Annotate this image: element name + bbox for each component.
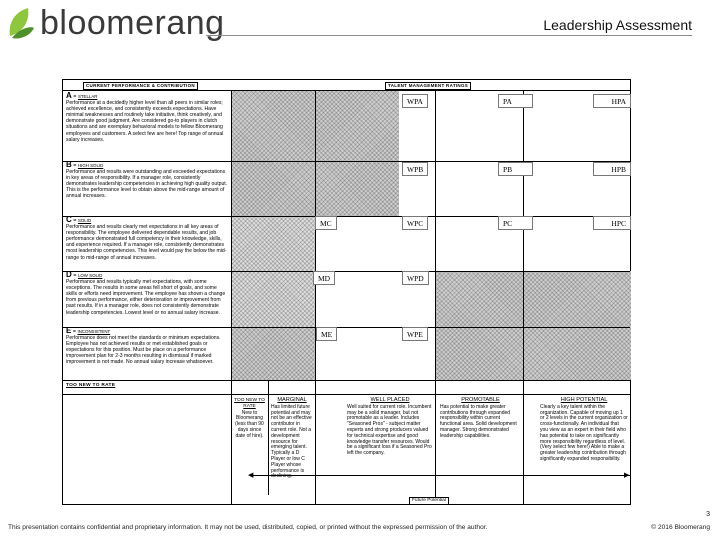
hatched-area-de-right [435, 271, 631, 380]
too-new-column: TOO NEW TO RATE New to Bloomerang (less than 90 days since date of hire). [234, 398, 265, 439]
col-divider [435, 90, 436, 505]
cell-wpd[interactable]: WPD [402, 271, 429, 285]
page-title: Leadership Assessment [543, 17, 692, 33]
arrow-left-icon: ◀ [248, 472, 254, 479]
cell-hpc[interactable]: HPC [593, 216, 631, 230]
col-divider [523, 90, 524, 505]
future-potential-label: Future Potential [409, 497, 449, 505]
row-divider [63, 394, 630, 395]
hatched-area-d [231, 271, 315, 327]
well-placed-column: WELL PLACED Well suited for current role. Incumbent may be a solid manager, but not promotable as a leader. Includes "Seasoned Pros" - subject matter experts and strong producers valued for technical expertise and good knowledge transfer resources. Would be a significant loss if a Seasoned Pro left the company. [347, 397, 432, 457]
cell-pa[interactable]: PA [498, 94, 533, 108]
row-b-description: B = HIGH SOLID Performance and results were outstanding and exceeded expectations in key areas of responsibility. If a manager role, consistently demonstrates leadership competencies in achieving high quality output. This is the performance level to obtain above the mid-range amount of annual increases. [66, 160, 228, 200]
page-number: 3 [706, 511, 710, 518]
cell-wpe[interactable]: WPE [402, 327, 428, 341]
copyright-notice: © 2016 Bloomerang [651, 524, 710, 531]
row-divider [63, 380, 630, 381]
cell-pc[interactable]: PC [498, 216, 533, 230]
logo-wordmark: bloomerang [40, 4, 225, 42]
hatched-area-c [231, 216, 315, 271]
cell-wpa[interactable]: WPA [402, 94, 428, 108]
cell-wpc[interactable]: WPC [402, 216, 428, 230]
col-divider [231, 90, 232, 505]
arrow-right-icon: ▶ [624, 472, 630, 479]
row-d-description: D = LOW SOLID Performance and results typically met expectations, with some exceptions. The results in some areas fell short of goals, and some skills or efforts need improvement. The employee has shown a change from previous performance, either deterioration or improvement from past results. If in a manager role, does not consistently demonstrate leadership competencies. Lowest level or no annual salary increase. [66, 270, 226, 316]
cell-mc[interactable]: MC [315, 216, 337, 230]
row-a-description: A = STELLAR Performance at a decidedly higher level than all peers in similar roles; achieved excellence, and consistently exceeds expectations. Have minimal weaknesses and routinely take initiative, think creatively, and demonstrate good judgment. Are considered go-to players in clutch situations and are exemplary behavioral models to fellow Bloomerang employees and customers. A select few are here! Top range of annual salary increases. [66, 91, 224, 143]
confidential-notice: This presentation contains confidential and proprietary information. It may not be used, distributed, copied, or printed without the expressed permission of the author. [8, 524, 488, 531]
high-potential-column: HIGH POTENTIAL Clearly a key talent within the organization. Capable of moving up 1 or 2 levels in the current organization or cross-functionally. An individual that you view as an expert in their field who has potential to take on significantly more responsibility regardless of level. (Very select few here!) Able to make a greater leadership contribution through significantly expanded responsibility. [540, 397, 628, 462]
col-divider [268, 380, 269, 495]
cell-hpb[interactable]: HPB [593, 162, 631, 176]
current-performance-header: CURRENT PERFORMANCE & CONTRIBUTION [83, 82, 198, 90]
cell-hpa[interactable]: HPA [593, 94, 631, 108]
row-c-description: C = SOLID Performance and results clearly met expectations in all key areas of responsibility. The employee delivered dependable results, and job performance demonstrated full competency in their knowledge, skills, and experience required. If a manager role, consistently demonstrates most leadership competencies. This level would pay the below the mid-range to mid-range of annual increases. [66, 215, 227, 261]
bloomerang-logo [6, 4, 225, 42]
cell-pb[interactable]: PB [498, 162, 533, 176]
future-potential-arrow [250, 475, 630, 476]
row-e-description: E = INCONSISTENT Performance does not meet the standards or minimum expectations. Employee has not achieved results or met established goals or expectations for this position. Must be place on a performance improvement plan for 2-3 months resulting in dismissal if marked improvement is not made. No annual salary increase whatsoever. [66, 326, 221, 366]
cell-wpb[interactable]: WPB [402, 162, 428, 176]
promotable-column: PROMOTABLE Has potential to make greater contributions through expanded responsibility within current functional area. Solid development manager. Strong demonstrated leadership capabilities. [440, 397, 517, 439]
col-divider [315, 90, 316, 505]
cell-me[interactable]: ME [316, 327, 337, 341]
talent-ratings-header: TALENT MANAGEMENT RATINGS [385, 82, 471, 90]
hatched-area-e [231, 327, 315, 380]
too-new-row-label: TOO NEW TO RATE [66, 383, 116, 388]
cell-md[interactable]: MD [313, 271, 335, 285]
marginal-column: MARGINAL Has limited future potential and may not be an effective contributor in current role. Not a development resource for emerging talent. Typically a D Player or low C Player whose performance is declining. [271, 397, 312, 480]
leaf-logo-icon [6, 6, 36, 40]
talent-matrix [62, 79, 631, 505]
header-divider [206, 35, 692, 36]
